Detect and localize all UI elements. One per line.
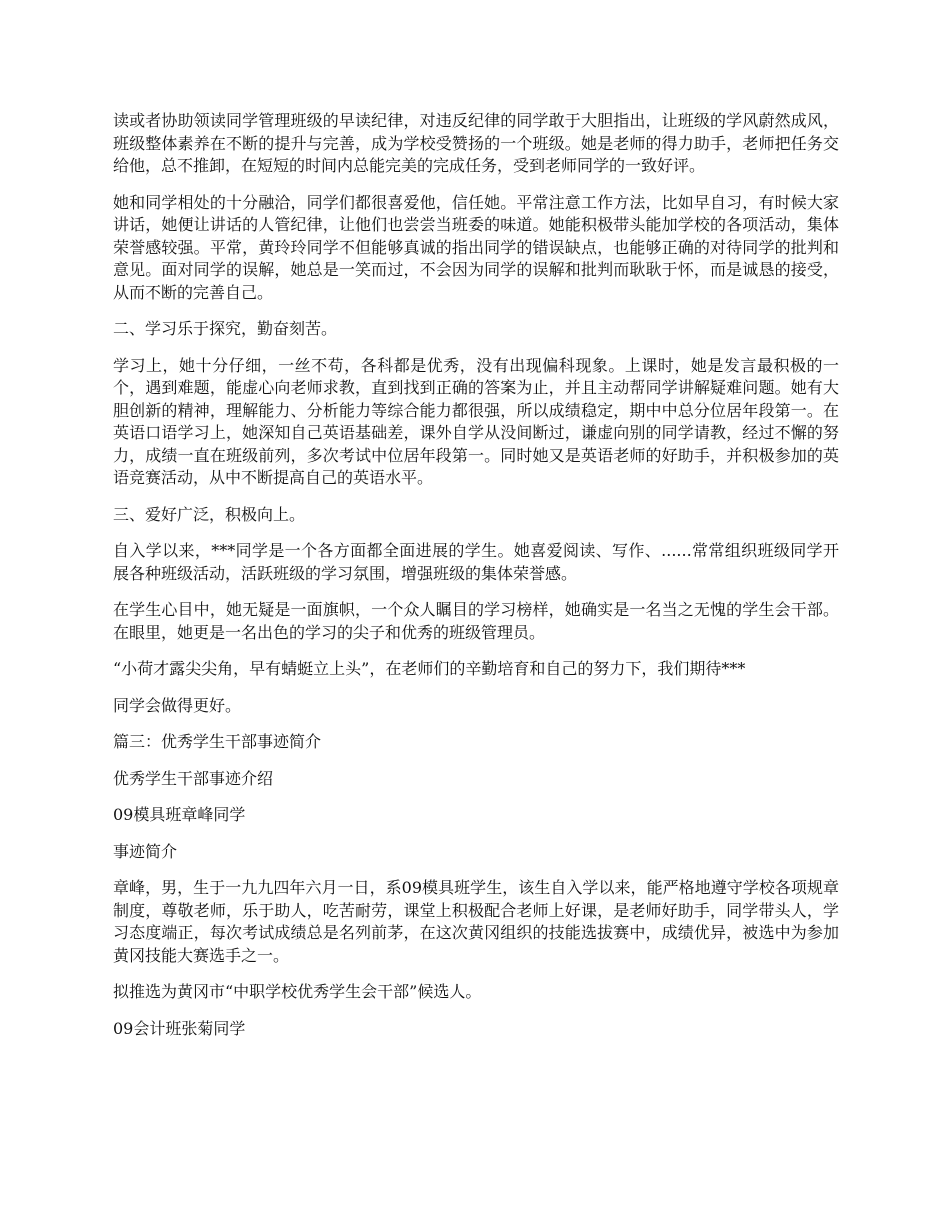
paragraph-closing-line: 同学会做得更好。	[113, 695, 242, 715]
document-page	[113, 110, 839, 1054]
article-subtitle: 优秀学生干部事迹介绍	[113, 768, 274, 788]
student-name-zhang-ju: 09会计班张菊同学	[113, 1018, 246, 1038]
article-heading-part-three: 篇三：优秀学生干部事迹简介	[113, 732, 322, 751]
paragraph-role-model: 在学生心目中，她无疑是一面旗帜，一个众人瞩目的学习榜样，她确实是一名当之无愧的学生会干部。在眼里，她更是一名出色的学习的尖子和优秀的班级管理员。	[113, 600, 839, 642]
student-name-zhang-feng: 09模具班章峰同学	[113, 805, 246, 824]
paragraph-relations-with-classmates: 她和同学相处的十分融洽，同学们都很喜爱他，信任她。平常注意工作方法，比如早自习，有时候大家讲话，她便让讲话的人管纪律，让他们也尝尝当班委的味道。她能积极带头能加学校的各项活动，集体荣誉感较强。平常，黄玲玲同学不但能够真诚的指出同学的错误缺点，也能够正确的对待同学的批判和意见。面对同学的误解，她总是一笑而过，不会因为同学的误解和批判而耿耿于怀，而是诚恳的接受，从而不断的完善自己。	[113, 192, 839, 302]
paragraph-study: 学习上，她十分仔细，一丝不苟，各科都是优秀，没有出现偏科现象。上课时，她是发言最积极的一个，遇到难题，能虚心向老师求教，直到找到正确的答案为止，并且主动帮同学讲解疑难问题。她有大胆创新的精神，理解能力、分析能力等综合能力都很强，所以成绩稳定，期中中总分位居年段第一。在英语口语学习上，她深知自己英语基础差，课外自学从没间断过，谦虚向别的同学请教，经过不懈的努力，成绩一直在班级前列，多次考试中位居年段第一。同时她又是英语老师的好助手，并积极参加的英语竞赛活动，从中不断提高自己的英语水平。	[113, 355, 839, 487]
paragraph-zhang-feng-deeds: 章峰，男，生于一九九四年六月一日，系09模具班学生，该生自入学以来，能严格地遵守学校各项规章制度，尊敬老师，乐于助人，吃苦耐劳，课堂上积极配合老师上好课，是老师好助手，同学带头人，学习态度端正，每次考试成绩总是名列前茅，在这次黄冈组织的技能选拔赛中，成绩优异，被选中为参加黄冈技能大赛选手之一。	[113, 878, 839, 965]
section-heading-study: 二、学习乐于探究，勤奋刻苦。	[113, 319, 338, 338]
paragraph-hobbies: 自入学以来，***同学是一个各方面都全面进展的学生。她喜爱阅读、写作、......常常组织班级同学开展各种班级活动，活跃班级的学习氛围，增强班级的集体荣誉感。	[113, 541, 839, 583]
paragraph-closing-quote: “小荷才露尖尖角，早有蜻蜓立上头”，在老师们的辛勤培育和自己的努力下，我们期待***	[113, 659, 746, 678]
paragraph-class-discipline: 读或者协助领读同学管理班级的早读纪律，对违反纪律的同学敢于大胆指出，让班级的学风蔚然成风，班级整体素养在不断的提升与完善，成为学校受赞扬的一个班级。她是老师的得力助手，老师把任务交给他，总不推卸，在短短的时间内总能完美的完成任务，受到老师同学的一致好评。	[113, 111, 839, 175]
section-heading-deeds: 事迹简介	[113, 841, 178, 861]
paragraph-nomination: 拟推选为黄冈市“中职学校优秀学生会干部”候选人。	[113, 982, 482, 1001]
section-heading-hobbies: 三、爱好广泛，积极向上。	[113, 504, 306, 524]
